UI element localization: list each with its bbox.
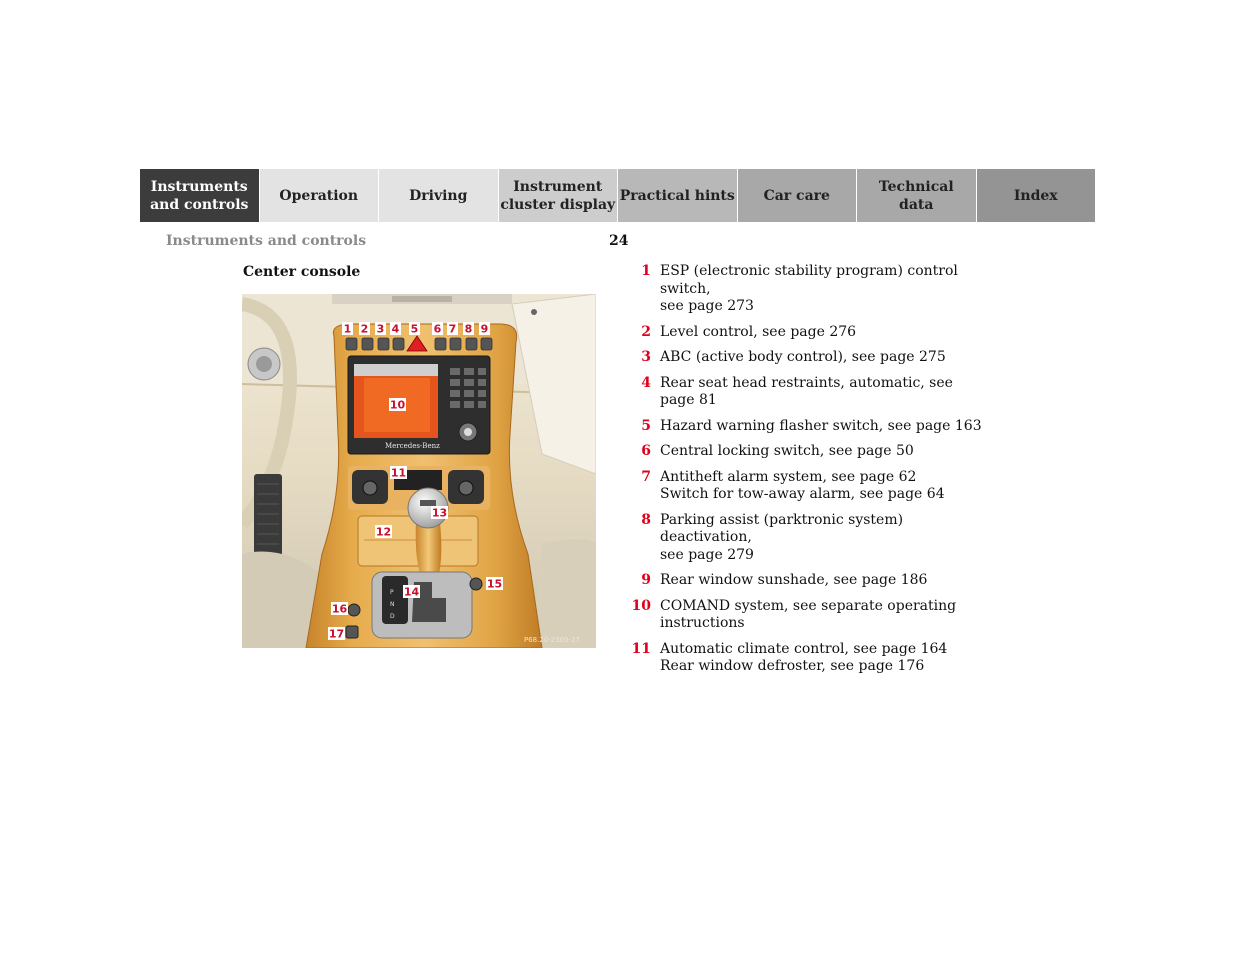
svg-text:D: D (390, 613, 395, 620)
legend-item-line[interactable]: Automatic climate control, see page 164 (660, 640, 948, 657)
callout-2 (359, 322, 370, 336)
legend-item-line[interactable]: ABC (active body control), see page 275 (660, 349, 946, 365)
legend-list (630, 263, 990, 684)
figure-code: P68.20-2303-27 (524, 636, 581, 644)
legend-item (630, 418, 990, 436)
legend-item (630, 598, 990, 633)
tab-instruments-and-controls[interactable]: Instruments and controls (140, 169, 260, 222)
callout-16 (331, 602, 348, 616)
legend-item-number: 8 (641, 511, 651, 528)
legend-item-number: 1 (641, 263, 651, 279)
tab-practical-hints[interactable]: Practical hints (618, 169, 738, 222)
legend-item (630, 263, 990, 316)
legend-item-line[interactable]: Switch for tow-away alarm, see page 64 (660, 486, 945, 502)
legend-item-number: 4 (641, 374, 651, 391)
legend-item (630, 375, 990, 410)
tab-instrument-cluster-display[interactable]: Instrument cluster display (499, 169, 619, 222)
chapter-tabs (140, 169, 1095, 222)
callout-14 (403, 585, 420, 599)
legend-item-line[interactable]: Central locking switch, see page 50 (660, 443, 914, 459)
center-console-illustration (242, 294, 596, 648)
legend-item (630, 512, 990, 565)
callout-number: 17 (328, 627, 345, 641)
callout-number: 14 (403, 585, 420, 599)
tab-driving[interactable]: Driving (379, 169, 499, 222)
callout-number: 16 (331, 602, 348, 616)
section-title: Instruments and controls (166, 233, 367, 249)
callout-13 (431, 506, 448, 520)
callout-number: 3 (376, 322, 385, 336)
callout-15 (486, 577, 503, 591)
page-number: 24 (609, 233, 629, 249)
legend-item-line[interactable]: COMAND system, see separate operating (660, 597, 957, 614)
legend-item-line[interactable]: Parking assist (parktronic system) deactivation, (660, 511, 904, 545)
svg-text:N: N (390, 601, 395, 608)
legend-item-line[interactable]: Rear window sunshade, see page 186 (660, 572, 928, 588)
legend-item-number: 10 (631, 597, 651, 614)
callout-number: 12 (375, 525, 392, 539)
callout-17 (328, 627, 345, 641)
callout-12 (375, 525, 392, 539)
callout-number: 1 (343, 322, 352, 336)
callout-11 (390, 466, 407, 480)
legend-item (630, 349, 990, 367)
page-heading: Center console (243, 264, 361, 280)
callout-4 (390, 322, 401, 336)
legend-item (630, 572, 990, 590)
legend-item (630, 641, 990, 676)
callout-9 (479, 322, 490, 336)
svg-text:P: P (390, 589, 394, 596)
callout-3 (375, 322, 386, 336)
legend-item (630, 469, 990, 504)
legend-item-number: 3 (641, 349, 651, 365)
legend-item (630, 324, 990, 342)
tab-car-care[interactable]: Car care (738, 169, 858, 222)
legend-item (630, 443, 990, 461)
comand-brand-label: Mercedes-Benz (385, 442, 440, 450)
legend-item-line[interactable]: Hazard warning flasher switch, see page 163 (660, 417, 982, 434)
legend-item-text (651, 469, 945, 504)
callout-number: 11 (390, 466, 407, 480)
legend-item-text (651, 572, 927, 590)
callout-number: 2 (360, 322, 369, 336)
legend-item-line[interactable]: Rear seat head restraints, automatic, see page 81 (660, 374, 953, 408)
legend-item-number: 2 (641, 323, 651, 340)
legend-item-text (651, 375, 990, 410)
legend-item-line[interactable]: Level control, see page 276 (660, 323, 857, 340)
tab-index[interactable]: Index (977, 169, 1096, 222)
legend-item-number: 6 (641, 443, 651, 459)
legend-item-number: 11 (631, 640, 651, 657)
callout-number: 9 (480, 322, 489, 336)
legend-item-text (651, 418, 982, 436)
callout-number: 10 (389, 398, 406, 412)
callout-7 (447, 322, 458, 336)
callout-number: 5 (410, 322, 419, 336)
callout-number: 15 (486, 577, 503, 591)
legend-item-text (651, 598, 956, 633)
legend-item-line[interactable]: see page 273 (660, 298, 754, 314)
callout-number: 4 (391, 322, 400, 336)
legend-item-number: 7 (641, 468, 651, 485)
callout-8 (463, 322, 474, 336)
legend-item-line[interactable]: instructions (660, 615, 745, 631)
callout-1 (342, 322, 353, 336)
callout-number: 7 (448, 322, 457, 336)
callout-6 (432, 322, 443, 336)
callout-10 (389, 398, 406, 412)
callout-5 (409, 322, 420, 336)
tab-technical-data[interactable]: Technical data (857, 169, 977, 222)
callout-number: 6 (433, 322, 442, 336)
legend-item-text (651, 349, 946, 367)
callout-number: 8 (464, 322, 473, 336)
callout-number: 13 (431, 506, 448, 520)
legend-item-number: 5 (641, 417, 651, 434)
legend-item-text (651, 324, 856, 342)
legend-item-text (651, 641, 947, 676)
legend-item-number: 9 (641, 572, 651, 588)
legend-item-text (651, 443, 914, 461)
legend-item-line[interactable]: see page 279 (660, 546, 754, 563)
legend-item-line[interactable]: Rear window defroster, see page 176 (660, 658, 925, 674)
tab-operation[interactable]: Operation (260, 169, 380, 222)
legend-item-line[interactable]: ESP (electronic stability program) control switch, (660, 263, 958, 297)
legend-item-text (651, 263, 990, 316)
legend-item-text (651, 512, 990, 565)
legend-item-line[interactable]: Antitheft alarm system, see page 62 (660, 468, 917, 485)
